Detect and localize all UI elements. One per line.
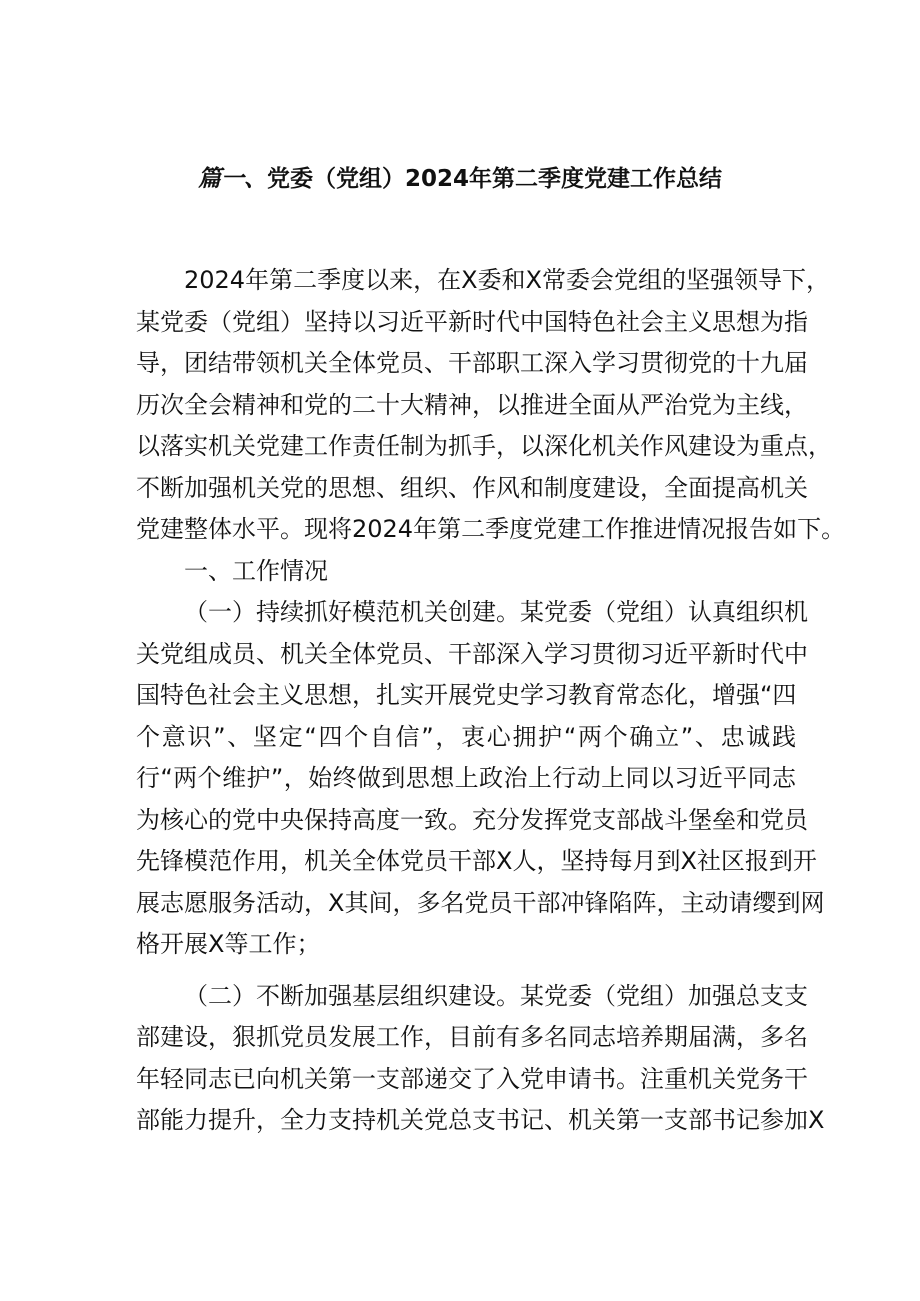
text-line: 国特色社会主义思想，扎实开展党史学习教育常态化，增强“四 [136, 681, 797, 709]
text-line: 先锋模范作用，机关全体党员干部X人，坚持每月到X社区报到开 [136, 847, 817, 875]
text-line: 党建整体水平。现将2024年第二季度党建工作推进情况报告如下。 [136, 515, 846, 543]
section-heading: 一、工作情况 [184, 556, 328, 585]
text-line: （一）持续抓好模范机关创建。某党委（党组）认真组织机 [184, 598, 808, 626]
text-line: 为核心的党中央保持高度一致。充分发挥党支部战斗堡垒和党员 [136, 805, 808, 834]
text-line: 部能力提升，全力支持机关党总支书记、机关第一支部书记参加X [136, 1106, 825, 1134]
text-line: 2024年第二季度以来，在X委和X常委会党组的坚强领导下， [184, 266, 830, 294]
text-line: 导，团结带领机关全体党员、干部职工深入学习贯彻党的十九届 [136, 349, 808, 377]
text-line: 展志愿服务活动，X其间，多名党员干部冲锋陷阵，主动请缨到网 [136, 888, 825, 917]
text-line: 行“两个维护”，始终做到思想上政治上行动上同以习近平同志 [136, 764, 796, 792]
text-line: 历次全会精神和党的二十大精神，以推进全面从严治党为主线， [136, 390, 808, 419]
title-main: 党委（党组）2024年第二季度党建工作总结 [266, 166, 722, 192]
text-line: 年轻同志已向机关第一支部递交了入党申请书。注重机关党务干 [136, 1064, 808, 1093]
document-body [136, 260, 846, 1142]
text-line: 部建设，狠抓党员发展工作，目前有多名同志培养期届满，多名 [136, 1023, 808, 1051]
document-title [0, 158, 920, 200]
text-line: 某党委（党组）坚持以习近平新时代中国特色社会主义思想为指 [136, 307, 808, 336]
text-line: （二）不断加强基层组织建设。某党委（党组）加强总支支 [184, 981, 808, 1010]
text-line: 个意识”、坚定“四个自信”，衷心拥护“两个确立”、忠诚践 [136, 722, 796, 751]
paragraph-gap [136, 966, 796, 976]
text-line: 不断加强机关党的思想、组织、作风和制度建设，全面提高机关 [136, 473, 808, 502]
text-line: 以落实机关党建工作责任制为抓手，以深化机关作风建设为重点， [136, 432, 832, 460]
text-line: 关党组成员、机关全体党员、干部深入学习贯彻习近平新时代中 [136, 639, 808, 668]
title-prefix: 篇一、 [197, 165, 267, 192]
text-line: 格开展X等工作； [136, 930, 321, 958]
